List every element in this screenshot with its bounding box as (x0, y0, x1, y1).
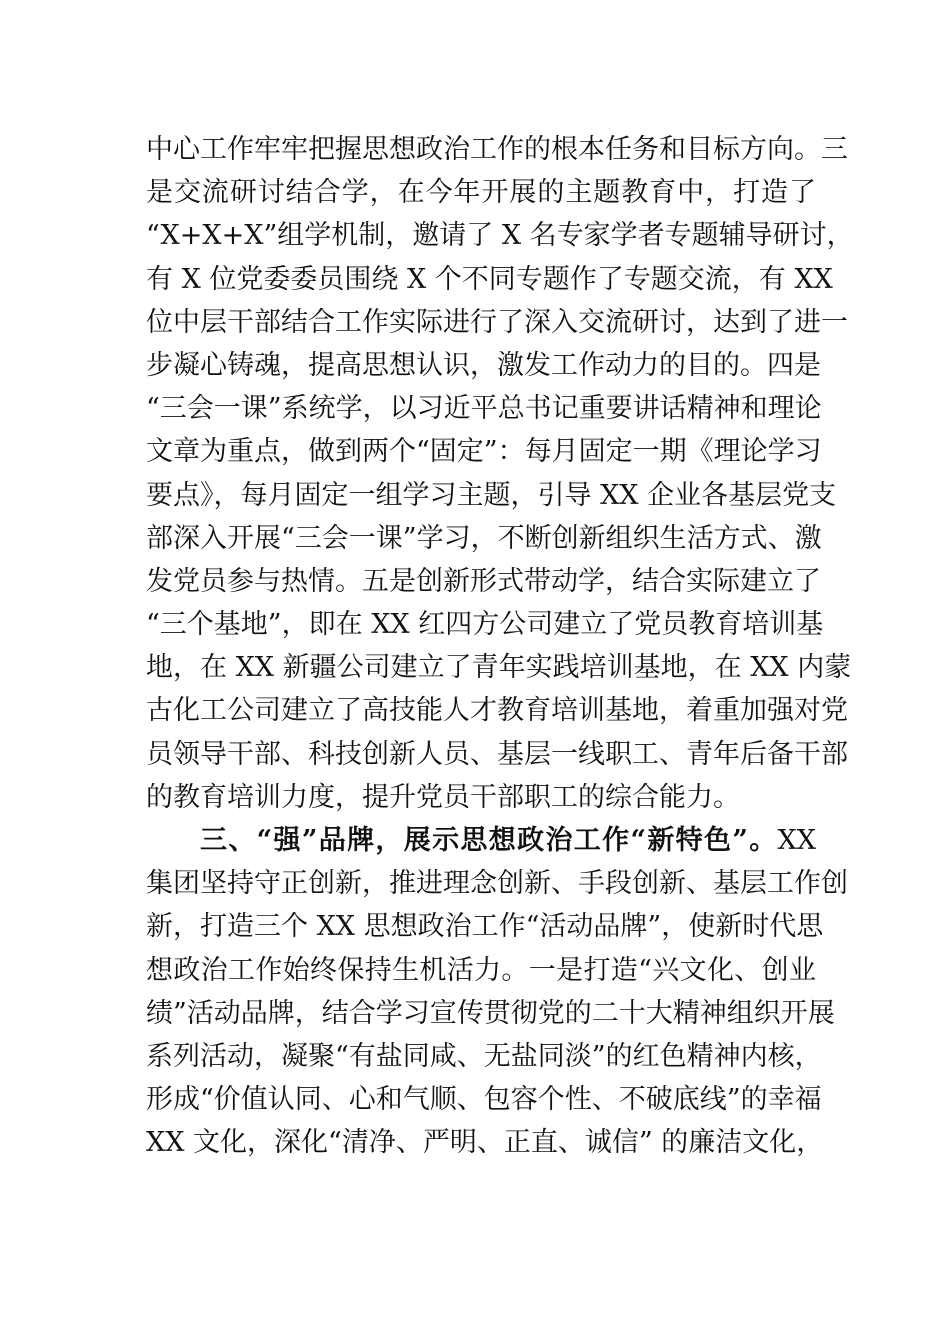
body-line: 地，在 XX 新疆公司建立了青年实践培训基地，在 XX 内蒙 (146, 652, 852, 684)
section-heading-line (146, 819, 816, 862)
body-line: “三会一课”系统学，以习近平总书记重要讲话精神和理论 (146, 393, 822, 425)
body-line: 文章为重点，做到两个“固定”：每月固定一期《理论学习 (146, 436, 822, 468)
section-heading-tail: XX (777, 825, 816, 856)
section-line: 新，打造三个 XX 思想政治工作“活动品牌”，使新时代思 (146, 911, 824, 943)
body-line: 发党员参与热情。五是创新形式带动学，结合实际建立了 (146, 565, 821, 597)
document-body (146, 128, 854, 1165)
body-line: 是交流研讨结合学，在今年开展的主题教育中，打造了 (146, 177, 816, 209)
body-line: 位中层干部结合工作实际进行了深入交流研讨，达到了进一 (146, 306, 848, 338)
section-line: XX 文化，深化“清净、严明、正直、诚信” 的廉洁文化， (146, 1127, 824, 1159)
body-line: 部深入开展“三会一课”学习，不断创新组织生活方式、激 (146, 522, 822, 554)
section-line: 集团坚持守正创新，推进理念创新、手段创新、基层工作创 (146, 868, 848, 900)
section-line: 形成“价值认同、心和气顺、包容个性、不破底线”的幸福 (146, 1084, 822, 1116)
body-line: 有 X 位党委委员围绕 X 个不同专题作了专题交流，有 XX (146, 263, 833, 295)
body-line: “三个基地”，即在 XX 红四方公司建立了党员教育培训基 (146, 609, 824, 641)
section-line: 想政治工作始终保持生机活力。一是打造“兴文化、创业 (146, 954, 816, 986)
section-heading: 三、“强”品牌，展示思想政治工作“新特色”。 (200, 825, 778, 856)
body-line: 要点》，每月固定一组学习主题，引导 XX 企业各基层党支 (146, 479, 837, 511)
body-line: 员领导干部、科技创新人员、基层一线职工、青年后备干部 (146, 738, 848, 770)
section-line: 绩”活动品牌，结合学习宣传贯彻党的二十大精神组织开展 (146, 997, 835, 1029)
body-line: 中心工作牢牢把握思想政治工作的根本任务和目标方向。三 (146, 134, 848, 165)
body-line: “X+X+X”组学机制，邀请了 X 名专家学者专题辅导研讨， (146, 220, 854, 252)
body-line: 古化工公司建立了高技能人才教育培训基地，着重加强对党 (146, 695, 848, 727)
body-line: 的教育培训力度，提升党员干部职工的综合能力。 (146, 781, 740, 813)
body-line: 步凝心铸魂，提高思想认识，激发工作动力的目的。四是 (146, 349, 821, 381)
section-line: 系列活动，凝聚“有盐同咸、无盐同淡”的红色精神内核， (146, 1040, 822, 1072)
